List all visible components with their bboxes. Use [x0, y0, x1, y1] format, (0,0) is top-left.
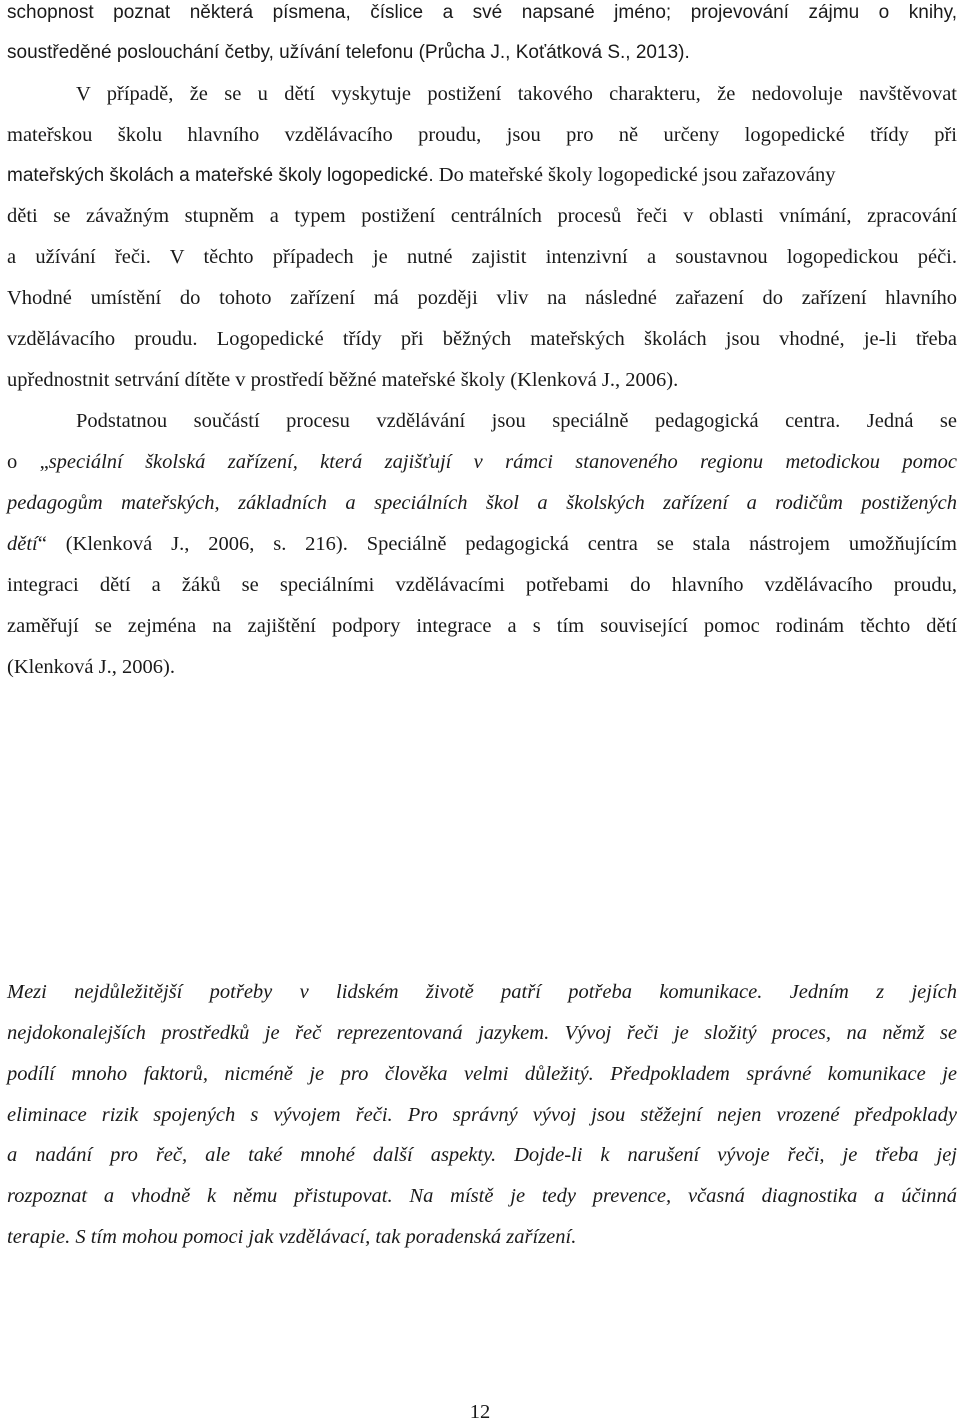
- paragraph-2-line-3: [7, 162, 957, 189]
- paragraph-1-line-1: schopnost poznat některá písmena, číslice a své napsané jméno; projevování zájmu o knihy,: [7, 2, 957, 23]
- paragraph-3-line-4-plain: “ (Klenková J., 2006, s. 216). Speciálně pedagogická centra se stala nástrojem umožňujícím: [37, 533, 957, 555]
- paragraph-3-line-2: [7, 449, 957, 475]
- paragraph-3-line-5: integraci dětí a žáků se speciálními vzdělávacími potřebami do hlavního vzdělávacího proudu,: [7, 574, 957, 596]
- page-number: 12: [469, 1401, 491, 1423]
- intro-line-1: Mezi nejdůležitější potřeby v lidském životě patří potřeba komunikace. Jedním z jejích: [7, 981, 957, 1003]
- paragraph-3-line-1: Podstatnou součástí procesu vzdělávání jsou speciálně pedagogická centra. Jedná se: [76, 410, 957, 432]
- paragraph-3-line-2-plain: o „: [7, 451, 49, 473]
- paragraph-3-line-3: pedagogům mateřských, základních a speciálních škol a školských zařízení a rodičům postižených: [7, 492, 957, 514]
- paragraph-3-line-6: zaměřují se zejména na zajištění podpory integrace a s tím související pomoc rodinám těchto dětí: [7, 615, 957, 637]
- intro-line-5: a nadání pro řeč, ale také mnohé další aspekty. Dojde-li k narušení vývoje řeči, je třeba jej: [7, 1144, 957, 1166]
- paragraph-2-line-5: a užívání řeči. V těchto případech je nutné zajistit intenzivní a soustavnou logopedickou péči.: [7, 246, 957, 268]
- paragraph-3-line-4: [7, 531, 957, 557]
- intro-line-2: nejdokonalejších prostředků je řeč reprezentovaná jazykem. Vývoj řeči je složitý proces, na němž se: [7, 1022, 957, 1044]
- paragraph-2-line-7: vzdělávacího proudu. Logopedické třídy při běžných mateřských školách jsou vhodné, je-li třeba: [7, 328, 957, 350]
- paragraph-2-line-3-serif: Do mateřské školy logopedické jsou zařazovány: [433, 164, 836, 186]
- paragraph-2-line-3-sans: mateřských školách a mateřské školy logopedické.: [7, 165, 434, 186]
- paragraph-2-line-8: upřednostnit setrvání dítěte v prostředí běžné mateřské školy (Klenková J., 2006).: [7, 369, 679, 391]
- paragraph-2-line-4: děti se závažným stupněm a typem postižení centrálních procesů řeči v oblasti vnímání, zpracování: [7, 205, 957, 227]
- intro-line-7: terapie. S tím mohou pomoci jak vzdělávací, tak poradenská zařízení.: [7, 1226, 577, 1248]
- paragraph-2-line-6: Vhodné umístění do tohoto zařízení má později vliv na následné zařazení do zařízení hlavního: [7, 287, 957, 309]
- paragraph-2-line-2: mateřskou školu hlavního vzdělávacího proudu, jsou pro ně určeny logopedické třídy při: [7, 124, 957, 146]
- paragraph-2-line-1: V případě, že se u dětí vyskytuje postižení takového charakteru, že nedovoluje navštěvovat: [76, 83, 957, 105]
- paragraph-3-line-7: (Klenková J., 2006).: [7, 656, 175, 678]
- intro-line-6: rozpoznat a vhodně k němu přistupovat. Na místě je tedy prevence, včasná diagnostika a účinná: [7, 1185, 957, 1207]
- paragraph-3-line-2-italic: speciální školská zařízení, která zajišťují v rámci stanoveného regionu metodickou pomoc: [48, 451, 957, 473]
- paragraph-3-line-4-italic: dětí: [7, 533, 38, 555]
- intro-line-3: podílí mnoho faktorů, nicméně je pro člověka velmi důležitý. Předpokladem správné komunikace je: [7, 1063, 957, 1085]
- intro-line-4: eliminace rizik spojených s vývojem řeči. Pro správný vývoj jsou stěžejní nejen vrozené předpoklady: [7, 1104, 957, 1126]
- paragraph-1-line-2: soustředěné poslouchání četby, užívání telefonu (Průcha J., Koťátková S., 2013).: [7, 42, 690, 63]
